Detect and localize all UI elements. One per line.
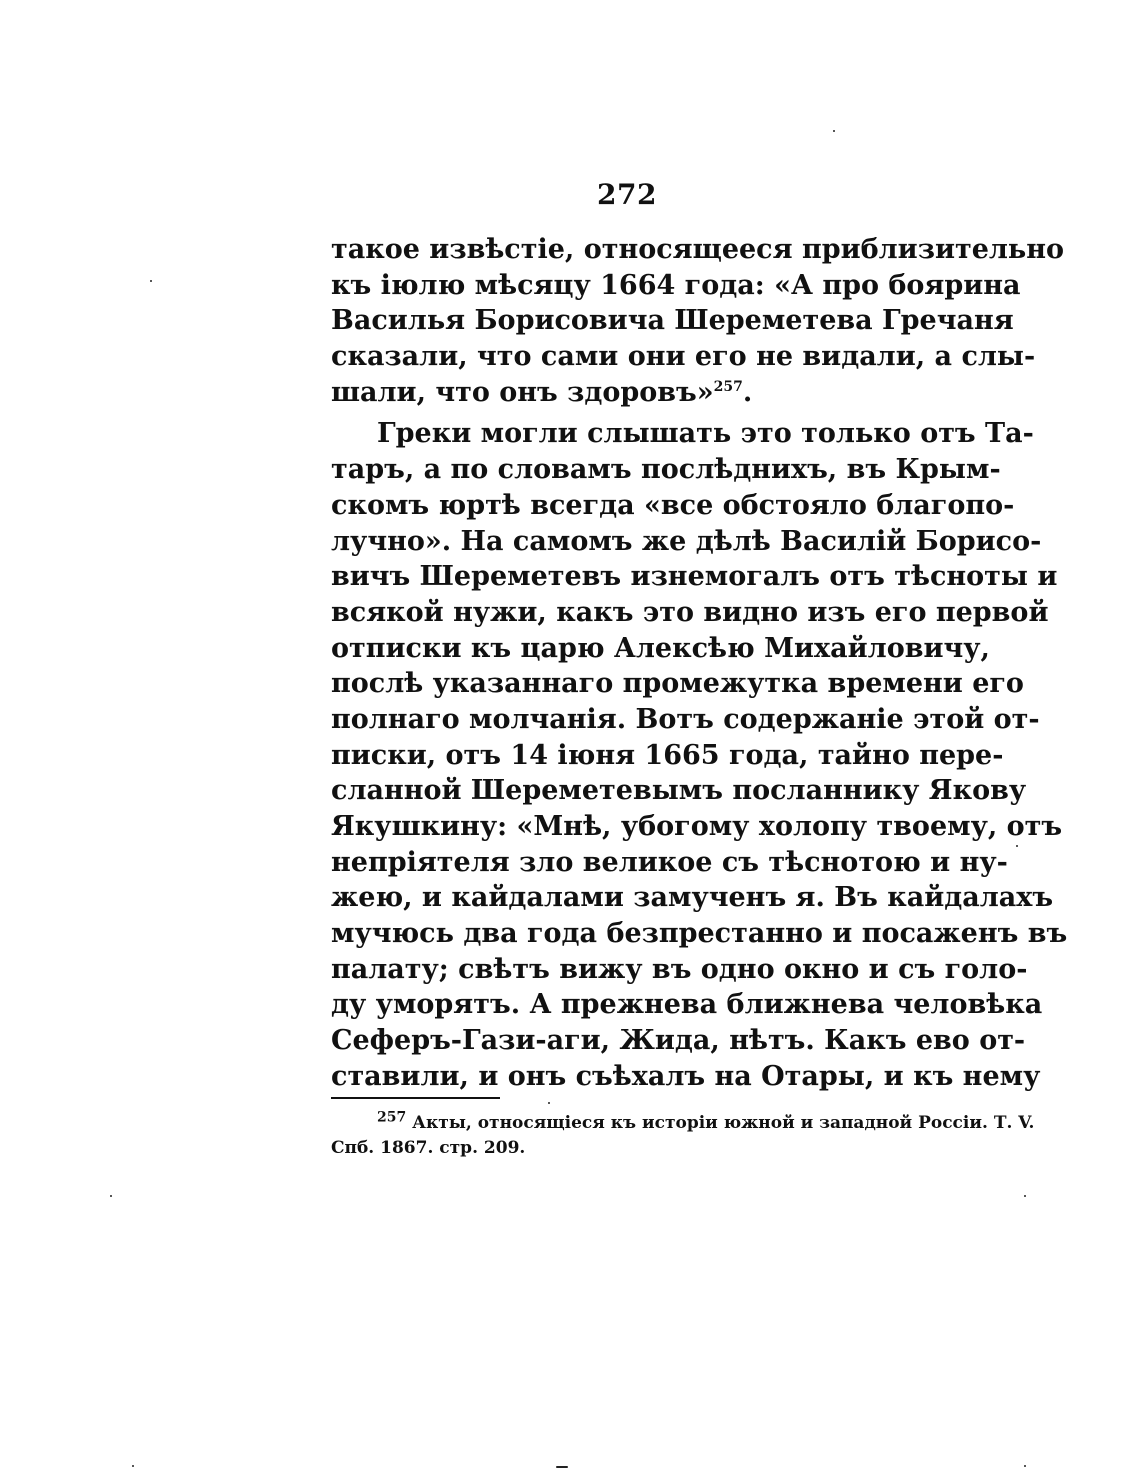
footnote-text: Акты, относящіеся къ исторіи южной и западной Россіи. Т. V. (412, 1113, 1035, 1133)
text-line: къ іюлю мѣсяцу 1664 года: «А про боярина (331, 269, 1021, 301)
footnote (331, 1109, 1035, 1161)
page-number: 272 (597, 178, 657, 211)
footnote-ref-tail: . (742, 376, 753, 408)
scan-speck (150, 280, 152, 282)
text-line: палату; свѣтъ вижу въ одно окно и съ голо- (331, 953, 1028, 985)
scan-speck (1024, 1465, 1026, 1467)
scan-speck (1024, 1195, 1026, 1197)
text-line: сланной Шереметевымъ посланнику Якову (331, 775, 1027, 807)
text-line: Василья Борисовича Шереметева Гречаня (331, 305, 1014, 337)
text-line: таръ, а по словамъ послѣднихъ, въ Крым- (331, 454, 1001, 486)
text-line: жею, и кайдалами замученъ я. Въ кайдалахъ (331, 882, 1054, 914)
scan-speck (556, 1466, 568, 1468)
text-line: мучюсь два года безпрестанно и посаженъ въ (331, 918, 1068, 950)
text-line: сказали, что сами они его не видали, а слы- (331, 341, 1036, 373)
text-line: ду уморятъ. А прежнева ближнева человѣка (331, 989, 1043, 1021)
scan-speck (1016, 845, 1018, 847)
text-line: Якушкину: «Мнѣ, убогому холопу твоему, отъ (331, 811, 1063, 842)
text-line: вичъ Шереметевъ изнемогалъ отъ тѣсноты и (331, 561, 1058, 593)
scan-speck (548, 1102, 550, 1104)
text-line: шали, что онъ здоровъ» (331, 376, 714, 408)
text-line: отписки къ царю Алексѣю Михайловичу, (331, 632, 990, 664)
text-line: скомъ юртѣ всегда «все обстояло благопо- (331, 489, 1015, 521)
scan-speck (833, 130, 835, 132)
text-line: всякой нужи, какъ это видно изъ его первой (331, 596, 1049, 628)
text-line: полнаго молчанія. Вотъ содержаніе этой от- (331, 703, 1040, 735)
text-line: Греки могли слышать это только отъ Та- (377, 418, 1034, 450)
footnote-divider (331, 1097, 500, 1099)
text-line: такое извѣстіе, относящееся приблизительно (331, 234, 1065, 265)
main-text (331, 232, 1068, 1095)
footnote-line (331, 1109, 1035, 1136)
text-line: лучно». На самомъ же дѣлѣ Василій Борисо- (331, 525, 1042, 557)
text-line: ставили, и онъ съѣхалъ на Отары, и къ нему (331, 1060, 1041, 1092)
footnote-line: Спб. 1867. стр. 209. (331, 1138, 526, 1158)
footnote-ref: 257 (713, 378, 743, 395)
text-line: непріятеля зло великое съ тѣснотою и ну- (331, 846, 1008, 878)
scan-speck (132, 1465, 134, 1467)
scan-speck (110, 1195, 112, 1197)
text-line-with-footnote (331, 375, 923, 411)
footnote-marker: 257 (377, 1109, 407, 1126)
text-line: послѣ указаннаго промежутка времени его (331, 668, 1024, 700)
text-line: писки, отъ 14 іюня 1665 года, тайно пере- (331, 739, 1004, 771)
text-line: Сеферъ-Гази-аги, Жида, нѣтъ. Какъ ево от- (331, 1025, 1026, 1057)
